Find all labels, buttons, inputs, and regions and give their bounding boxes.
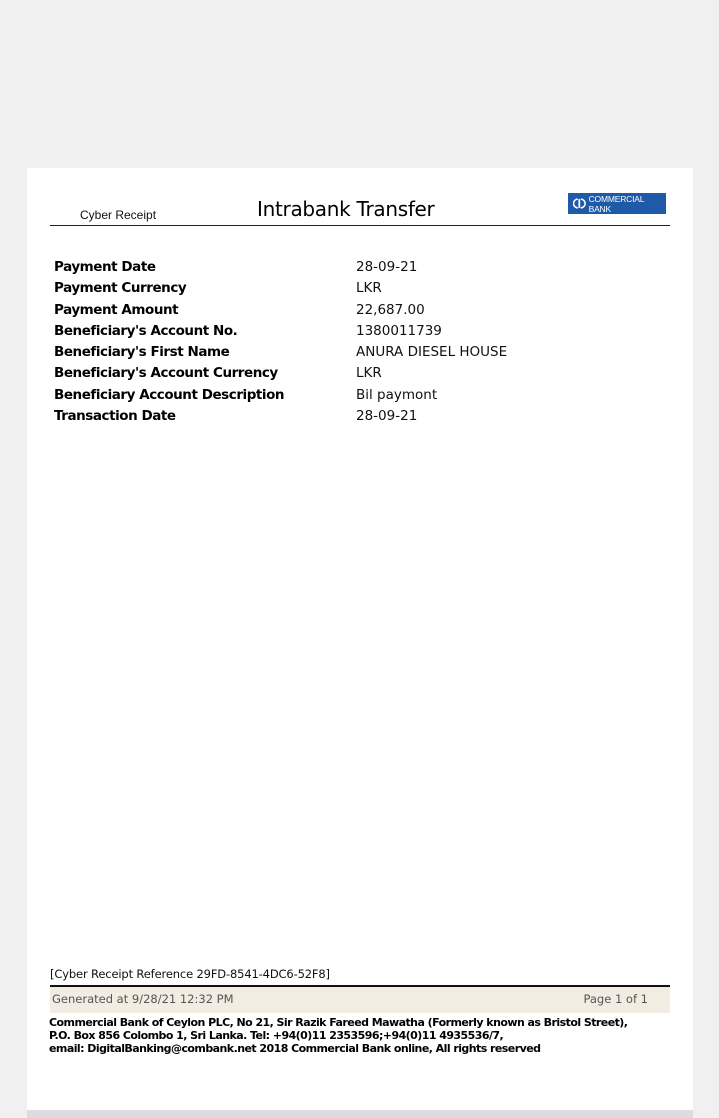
cyber-receipt-label: Cyber Receipt <box>80 208 157 222</box>
detail-value: 28-09-21 <box>356 408 418 425</box>
detail-label: Payment Date <box>54 259 156 275</box>
detail-label: Beneficiary's Account No. <box>54 322 238 339</box>
detail-label: Transaction Date <box>54 408 176 425</box>
page-title: Intrabank Transfer <box>257 197 435 221</box>
detail-value: 1380011739 <box>356 322 442 339</box>
header-divider <box>50 225 670 226</box>
bank-contact-info <box>49 1016 679 1055</box>
generated-timestamp: Generated at 9/28/21 12:32 PM <box>52 992 234 1006</box>
bank-info-line: P.O. Box 856 Colombo 1, Sri Lanka. Tel: +94(0)11 2353596;+94(0)11 4935536/7, <box>49 1029 504 1042</box>
detail-value: Bil paymont <box>356 386 438 403</box>
detail-value: ANURA DIESEL HOUSE <box>356 344 508 361</box>
page-bottom-edge <box>27 1110 693 1118</box>
commercial-bank-logo <box>568 193 666 214</box>
detail-label: Beneficiary's First Name <box>54 344 230 361</box>
page-indicator: Page 1 of 1 <box>583 992 648 1006</box>
detail-value: LKR <box>356 280 382 297</box>
detail-label: Payment Currency <box>54 280 187 297</box>
detail-label: Payment Amount <box>54 301 179 318</box>
detail-label: Beneficiary's Account Currency <box>54 365 278 382</box>
detail-value: LKR <box>356 365 382 382</box>
cyber-receipt-reference: [Cyber Receipt Reference 29FD-8541-4DC6-52F8] <box>50 967 330 981</box>
bank-logo-icon <box>573 198 586 209</box>
detail-value: 28-09-21 <box>356 259 418 275</box>
generated-bar <box>50 987 670 1013</box>
detail-label: Beneficiary Account Description <box>54 386 285 403</box>
receipt-page <box>27 168 693 1110</box>
detail-value: 22,687.00 <box>356 301 425 318</box>
bank-info-line: Commercial Bank of Ceylon PLC, No 21, Sir Razik Fareed Mawatha (Formerly known as Bristol Street), <box>49 1016 628 1029</box>
logo-text: COMMERCIAL BANK <box>588 193 644 214</box>
bank-info-line: email: DigitalBanking@combank.net 2018 Commercial Bank online, All rights reserved <box>49 1042 541 1055</box>
